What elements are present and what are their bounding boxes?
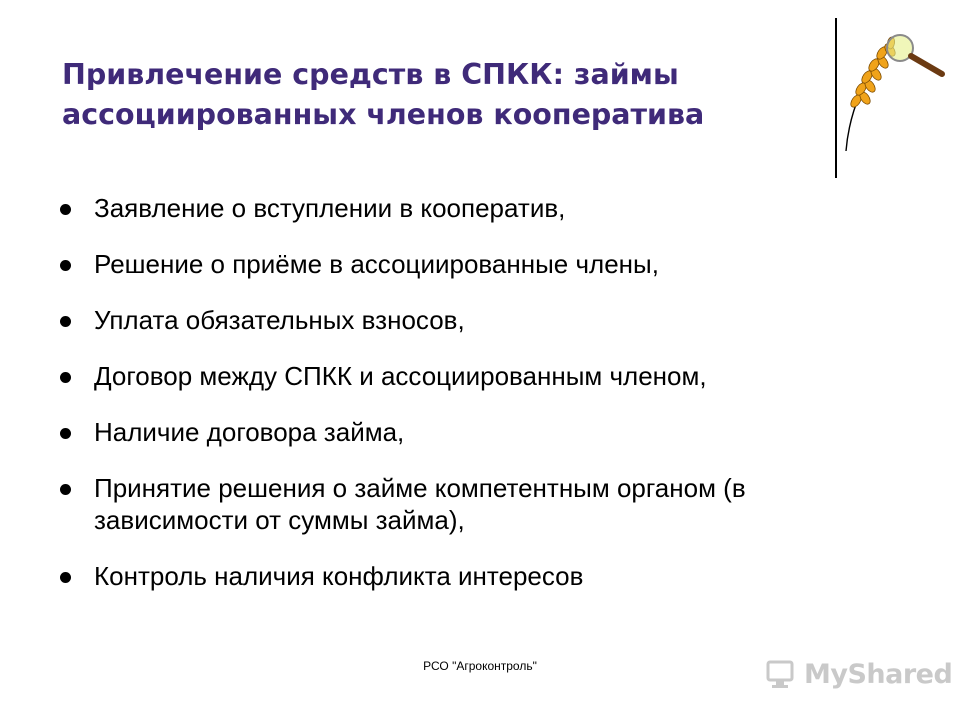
wheat-magnifier-icon (838, 26, 958, 156)
bullet-text: Наличие договора займа, (94, 417, 405, 447)
bullet-item (60, 472, 880, 536)
watermark-logo (766, 656, 952, 692)
bullet-item (60, 416, 880, 448)
watermark-text: MyShared (804, 658, 953, 690)
bullet-text: Контроль наличия конфликта интересов (94, 561, 584, 591)
monitor-icon (766, 659, 798, 689)
bullet-text: Принятие решения о займе компетентным органом (в зависимости от суммы займа), (94, 473, 746, 535)
bullet-text: Заявление о вступлении в кооператив, (94, 193, 566, 223)
bullet-text: Договор между СПКК и ассоциированным членом, (94, 361, 707, 391)
bullet-dot-icon (60, 428, 71, 439)
vertical-divider (835, 18, 837, 178)
bullet-dot-icon (60, 484, 71, 495)
bullet-item (60, 304, 880, 336)
bullet-text: Уплата обязательных взносов, (94, 305, 465, 335)
bullet-item (60, 360, 880, 392)
slide-footer: РСО "Агроконтроль" (423, 659, 537, 673)
bullet-list (60, 192, 880, 616)
bullet-dot-icon (60, 372, 71, 383)
bullet-dot-icon (60, 260, 71, 271)
bullet-text: Решение о приёме в ассоциированные члены, (94, 249, 659, 279)
slide-title: Привлечение средств в СПКК: займы ассоциированных членов кооператива (62, 58, 705, 131)
bullet-item (60, 248, 880, 280)
bullet-item (60, 192, 880, 224)
bullet-dot-icon (60, 316, 71, 327)
bullet-dot-icon (60, 204, 71, 215)
bullet-item (60, 560, 880, 592)
bullet-dot-icon (60, 572, 71, 583)
